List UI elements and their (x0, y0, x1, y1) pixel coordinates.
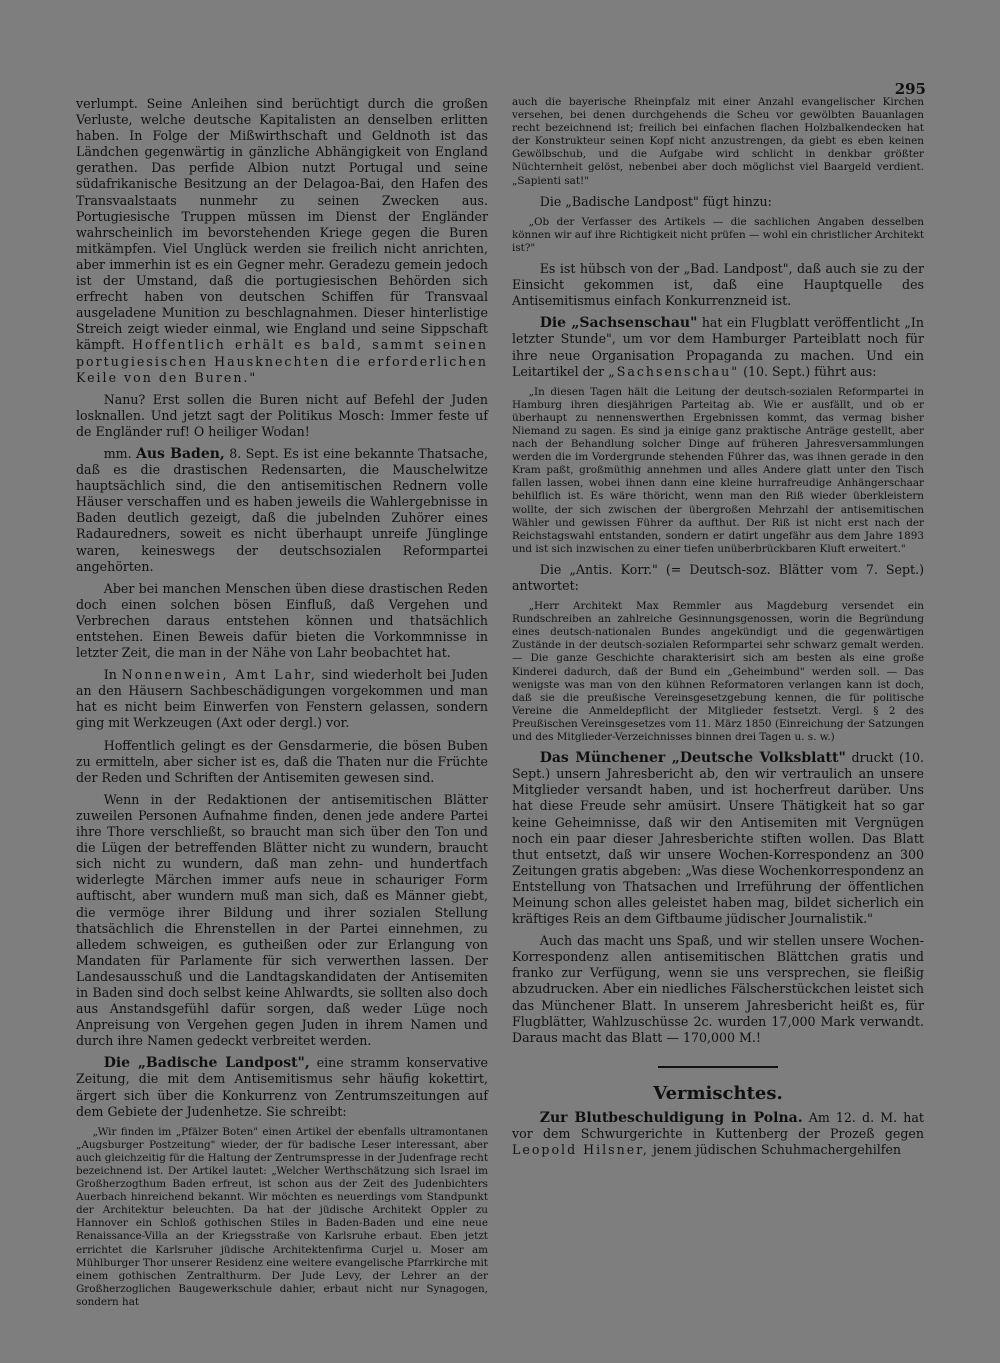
quote-remmler: „Herr Architekt Max Remmler aus Magdeburg versendet ein Rundschreiben an zahlreiche Gesinnungsgenossen, worin die Begründung eines deutsch-nationalen Bundes angekündigt und die gegenwärtigen Zustände in der deutsch-sozialen Reformpartei sehr schwarz gemalt werden. — Die ganze Geschichte charakterisirt sich am besten als eine große Kinderei dadurch, daß der Bund ein „Geheimbund" werden soll. — Das wenigste was man von den kühnen Reformatoren verlangen kann ist doch, daß sie die preußische Vereinsgesetzgebung kennen, die für politische Vereine die Anmeldepflicht der Mitglieder festsetzt. Vergl. § 2 des Preußischen Vereinsgesetzes vom 11. März 1850 (Einreichung der Satzungen und des Mitglieder-Verzeichnisses binnen drei Tagen u. s. w.) (512, 600, 924, 744)
paragraph-text: Am 12. d. M. hat vor dem Schwurgerichte in Kuttenberg der Prozeß gegen (512, 1109, 924, 1141)
paragraph-text: (10. Sept.) führt aus: (743, 363, 877, 379)
paragraph-gensdarmerie: Hoffentlich gelingt es der Gensdarmerie, die bösen Buben zu ermitteln, aber sicher ist es, daß die Thaten nur die Früchte der Reden und Schriften der Antisemiten gewesen sind. (76, 737, 488, 785)
paragraph-text: hat ein Flugblatt veröffentlicht „In letzter Stunde", um vor dem Hamburger Parteiblatt noch für ihre neue Organisation Propaganda zu machen. Und ein Leitartikel der (512, 315, 924, 379)
spaced-text: „Sachsenschau" (608, 363, 740, 379)
paragraph-text: sind wiederholt bei Juden an den Häusern Sachbeschädigungen vorgekommen und man hat es nicht beim Einwerfen von Fenstern gelassen, sondern ging mit Werkzeugen (Axt oder dergl.) vor. (76, 667, 488, 731)
paragraph-text: druckt (10. Sept.) unsern Jahresbericht ab, den wir vertraulich an unsere Mitglieder versandt haben, und ist hocherfreut darüber. Uns hat diese Freude sehr amüsirt. Unsere Thätigkeit hat so gar keine Geheimnisse, daß wir den Antisemiten mit Vergnügen noch ein paar dieser Jahresberichte stiften wollen. Das Blatt thut entsetzt, daß wir unsere Wochen-Korrespondenz an 300 Zeitungen gratis abgeben: „Was diese Wochenkorrespondenz an Entstellung von Thatsachen und Irreführung der öffentlichen Meinung schon alles geleistet haben mag, bildet sicherlich ein kräftiges Reis an dem Giftbaume jüdischer Journalistik." (512, 750, 924, 927)
article-heading-badische-landpost: Die „Badische Landpost", (103, 1055, 310, 1072)
section-divider (658, 1066, 778, 1068)
paragraph-sachsenschau (512, 315, 924, 379)
paragraph-konkurrenzneid: Es ist hübsch von der „Bad. Landpost", daß auch sie zu der Einsicht gekommen ist, daß eine Hauptquelle des Antisemitismus einfach Konkurrenzneid ist. (512, 261, 924, 309)
place-name: Nonnenwein, Amt Lahr, (121, 667, 317, 683)
article-prefix: mm. (103, 445, 132, 461)
paragraph-nonnenwein (76, 667, 488, 731)
paragraph-text: verlumpt. Seine Anleihen sind berüchtigt durch die großen Verluste, welche deutsche Kapitalisten an denselben erlitten haben. In Folge der Mißwirthschaft und Geldnoth ist das Ländchen gegenwärtig in gänzliche Abhängigkeit von England gerathen. Das perfide Albion nutzt Portugal und seine südafrikanische Besitzung an der Delagoa-Bai, den Hafen des Transvaalstaats nunmehr zu seinen Zwecken aus. Portugiesische Truppen müssen im Dienst der Engländer wahrscheinlich im bevorstehenden Kriege gegen die Buren mitkämpfen. Viel Unglück werden sie freilich nicht anrichten, aber immerhin ist es ein Gegner mehr. Geradezu gemein jedoch ist der Umstand, daß die portugiesischen Behörden sich erfrecht haben von deutschen Schiffen für Transvaal ausgeladene Munition zu beschlagnahmen. Dieser hinterlistige Streich zeigt wieder einmal, wie England und seine Sippschaft kämpft. (76, 96, 488, 353)
quote-pfaelzer-bote: „Wir finden im „Pfälzer Boten" einen Artikel der ebenfalls ultramontanen „Augsburger Postzeitung" wieder, der für badische Leser interessant, aber auch gleichzeitig für die Haltung der Zentrumspresse in der Judenfrage recht bezeichnend ist. Der Artikel lautet: „Welcher Werthschätzung sich Israel im Großherzogthum Baden erfreut, ist schon aus der Zeit des Judenbichters Auerbach hinreichend bekannt. Wir möchten es neuerdings vom Standpunkt der Architektur beleuchten. Da hat der jüdische Architekt Oppler zu Hannover ein Schloß gothischen Stiles in Baden-Baden und eine neue Renaissance-Villa an der Kriegsstraße von Karlsruhe erbaut. Eben jetzt errichtet die Karlsruher jüdische Architektenfirma Curjel u. Moser am Mühlburger Thor unserer Residenz eine weitere evangelische Pfarrkirche mit einem gothischen Zentralthurm. Der Jude Levy, der Lehrer an der Großherzoglichen Baugewerkschule dahier, erbaut nicht nur Synagogen, sondern hat (76, 1125, 488, 1308)
paragraph-text: 8. Sept. Es ist eine bekannte Thatsache, daß es die drastischen Redensarten, die Mauschelwitze hauptsächlich sind, die den antisemitischen Rednern volle Häuser verschaffen und es haben jeweils die Wahlergebnisse in Baden deutlich gezeigt, daß die jubelnden Zuhörer eines Radauredners, soweit es nicht überhaupt unreife Jünglinge waren, keineswegs der deutschsozialen Reformpartei angehörten. (76, 445, 488, 574)
section-heading-vermischtes: Vermischtes. (653, 1082, 783, 1104)
article-heading-sachsenschau: Die „Sachsenschau" (539, 315, 698, 332)
paragraph-text: eine stramm konservative Zeitung, die mit dem Antisemitismus sehr häufig kokettirt, ärgert sich über die Konkurrenz von Zentrumszeitungen auf dem Gebiete der Judenhetze. Sie schreibt: (76, 1055, 488, 1119)
paragraph-text: In (103, 667, 117, 683)
article-heading-polna: Zur Blutbeschuldigung in Polna. (539, 1109, 803, 1126)
page-number: 295 (894, 80, 926, 98)
quote-pfaelzer-bote-continued: auch die bayerische Rheinpfalz mit einer Anzahl evangelischer Kirchen versehen, bei denen durchgehends die Scheu vor gewölbten Bauanlagen recht bezeichnend ist; freilich bei einfachen flachen Holzbalkendecken hat der Konstrukteur seinen Kopf nicht anzustrengen, da giebt es eben keinen Gewölbschub, und die Aufgabe wird schlicht in denkbar größter Nüchternheit gelöst, nebenbei aber doch möglichst viel Baargeld verdient. „Sapienti sat!" (512, 96, 924, 187)
paragraph-wochen-korrespondenz: Auch das macht uns Spaß, und wir stellen unsere Wochen-Korrespondenz allen antisemitischen Blättchen gratis und franko zur Verfügung, wenn sie uns versprechen, sie fleißig abzudrucken. Aber ein niedliches Fälscherstückchen leistet sich das Münchener Blatt. In unserem Jahresbericht heißt es, für Flugblätter, Wahlzuschüsse 2c. wurden 17,000 Mark verwandt. Daraus macht das Blatt — 170,000 M.! (512, 933, 924, 1045)
paragraph-polna (512, 1110, 924, 1158)
paragraph-nanu: Nanu? Erst sollen die Buren nicht auf Befehl der Juden losknallen. Und jetzt sagt der Politikus Mosch: Immer feste uf de Engländer ruf! O heiliger Wodan! (76, 391, 488, 439)
quote-hamburg-parteitag: „In diesen Tagen hält die Leitung der deutsch-sozialen Reformpartei in Hamburg ihren diesjährigen Parteitag ab. Wie er ausfällt, und ob er überhaupt zu nennenswerthen Ergebnissen kommt, das vermag bisher Niemand zu sagen. Es sind ja einige ganz praktische Anträge gestellt, aber nach der Behandlung solcher Dinge auf früheren Jahresversammlungen werden die im Vordergrunde stehenden Führer das, was ihnen gerade in den Kram paßt, großmüthig annehmen und alles Andere glatt unter den Tisch fallen lassen, wobei ihnen dann eine kleine hurrafreudige Anhängerschaar behilflich ist. Es wäre thöricht, wenn man den Riß wieder überkleistern wollte, der sich zwischen der übergroßen Mehrzahl der antisemitischen Wähler und gewissen Führer da aufthut. Der Riß ist nicht erst nach der Reichstagswahl entstanden, sondern er datirt ungefähr aus dem Jahre 1893 und ist sich inzwischen zu einer tiefen unüberbrückbaren Kluft erweitert." (512, 385, 924, 555)
paragraph-muenchener-volksblatt (512, 750, 924, 927)
right-column (512, 96, 924, 1164)
person-name: Leopold Hilsner, (512, 1142, 649, 1158)
article-heading-muenchener-volksblatt: Das Münchener „Deutsche Volksblatt" (539, 750, 846, 767)
paragraph-text: jenem jüdischen Schuhmachergehilfen (652, 1142, 902, 1158)
paragraph-badische-landpost (76, 1055, 488, 1119)
paragraph-antis-korr: Die „Antis. Korr." (= Deutsch-soz. Blätter vom 7. Sept.) antwortet: (512, 561, 924, 593)
left-column (76, 96, 488, 1315)
paragraph-landpost-adds: Die „Badische Landpost" fügt hinzu: (539, 193, 772, 209)
paragraph-redaktionen: Wenn in der Redaktionen der antisemitischen Blätter zuweilen Personen Aufnahme finden, denen jede andere Partei ihre Thore verschließt, so braucht man sich über den Ton und die Lügen der betreffenden Blätter nicht zu wundern, braucht sich nicht zu wundern, daß man zehn- und hundertfach widerlegte Märchen immer aufs neue in schauriger Form auftischt, aber wundern muß man sich, daß es Männer giebt, die vermöge ihrer Bildung und ihrer sozialen Stellung thatsächlich die Ehrenstellen in der Partei einnehmen, zu alledem schweigen, es gutheißen oder zur Erlangung von Mandaten für Parlamente für sich verwerthen lassen. Der Landesausschuß und die Landtagskandidaten der Antisemiten in Baden sind doch selbst keine Ahlwardts, sie sollten also doch aus Anstandsgefühl dafür sorgen, daß weder Lüge noch Anpreisung von Vergehen gegen Juden in ihrem Namen und durch ihre Namen gedeckt verbreitet werden. (76, 791, 488, 1049)
quote-christian-architect: „Ob der Verfasser des Artikels — die sachlichen Angaben desselben können wir auf ihre Richtigkeit nicht prüfen — wohl ein christlicher Architekt ist?" (512, 215, 924, 254)
paragraph-portugal (76, 96, 488, 386)
article-heading-aus-baden: Aus Baden, (135, 445, 225, 462)
spaced-text: Hoffentlich erhält es bald, sammt seinen portugiesischen Hausknechten die erforderlichen Keile von den Buren." (76, 337, 488, 385)
paragraph-aus-baden (76, 446, 488, 575)
paragraph-drastic-speeches: Aber bei manchen Menschen üben diese drastischen Reden doch einen solchen bösen Einfluß, daß Vergehen und Verbrechen daraus entstehen können und thatsächlich entstehen. Einen Beweis dafür bieten die Vorkommnisse in letzter Zeit, die man in der Nähe von Lahr beobachtet hat. (76, 580, 488, 661)
